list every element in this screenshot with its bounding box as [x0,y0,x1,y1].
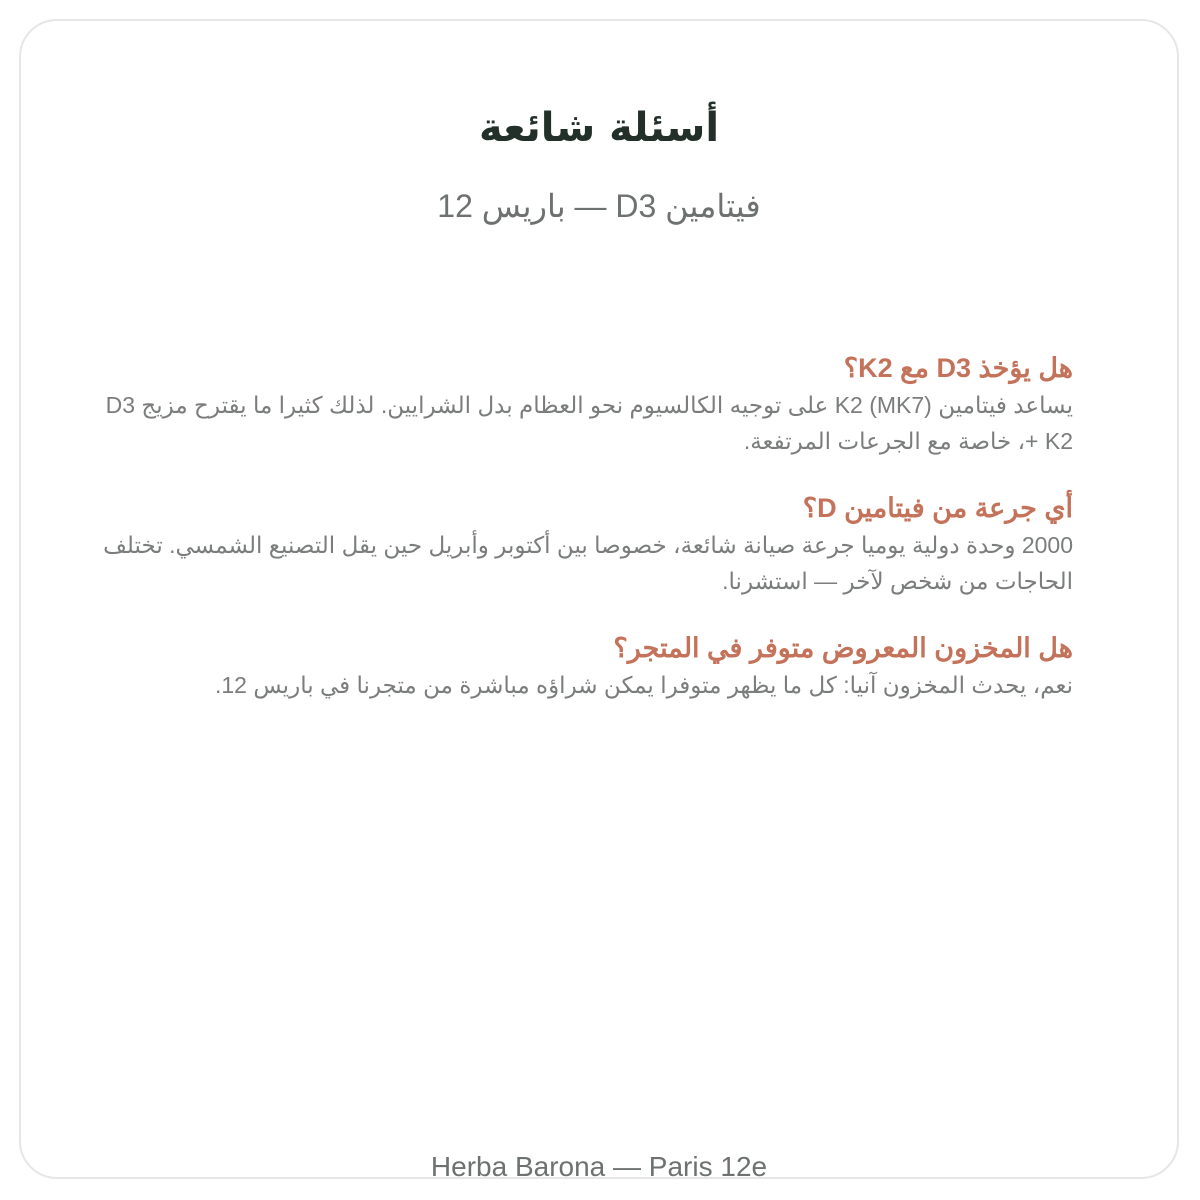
faq-question: أي جرعة من فيتامين D؟ [802,493,1073,523]
footer-brand: Herba Barona — Paris 12e [430,1151,768,1182]
faq-answer: يساعد فيتامين K2 (MK7) على توجيه الكالسيوم نحو العظام بدل الشرايين. لذلك كثيرا ما يقترح مزيج D3 + K2، خاصة مع الجرعات المرتفعة. [105,392,1073,454]
page-title: أسئلة شائعة [478,105,720,151]
page-subtitle: فيتامين D3 — باريس 12 [437,188,761,224]
faq-item [91,629,1073,703]
faq-item [91,489,1073,599]
faq-card [19,19,1179,1182]
faq-question: هل يؤخذ D3 مع K2؟ [843,353,1073,383]
faq-answer: 2000 وحدة دولية يوميا جرعة صيانة شائعة، خصوصا بين أكتوبر وأبريل حين يقل التصنيع الشمسي. تختلف الحاجات من شخص لآخر — استشرنا. [103,532,1073,594]
faq-answer: نعم، يحدث المخزون آنيا: كل ما يظهر متوفرا يمكن شراؤه مباشرة من متجرنا في باريس 12. [214,672,1073,698]
faq-question: هل المخزون المعروض متوفر في المتجر؟ [613,633,1073,663]
faq-list [91,349,1073,733]
faq-item [91,349,1073,459]
